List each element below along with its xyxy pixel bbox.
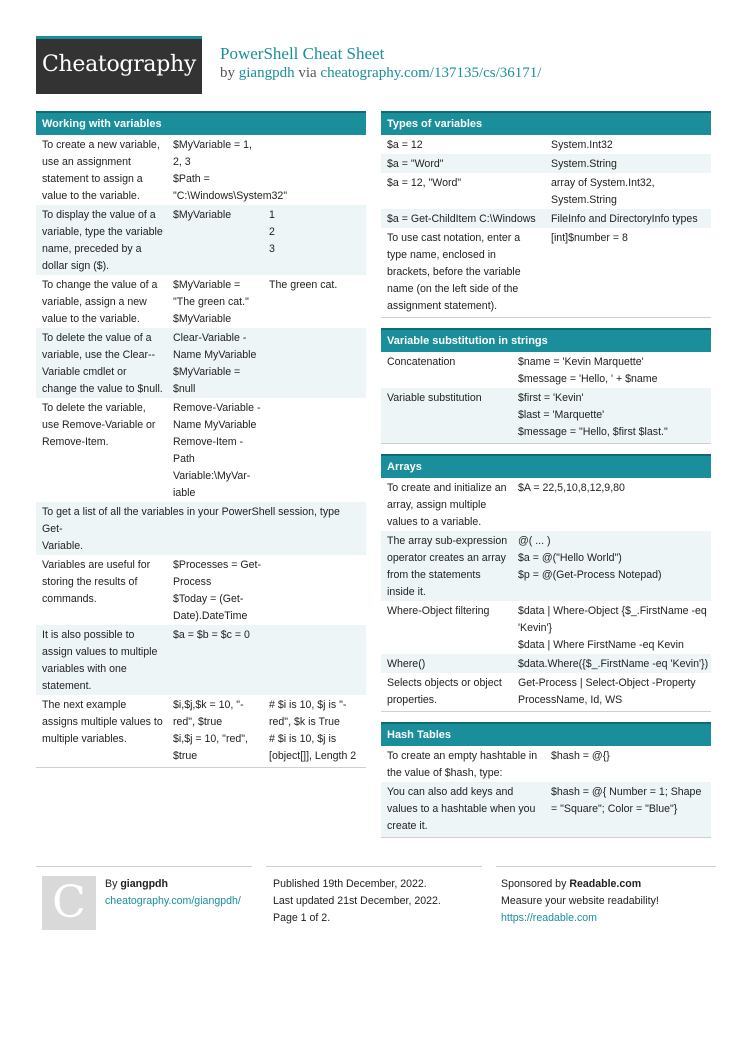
table-row	[36, 555, 366, 625]
byline-via: via	[298, 65, 317, 81]
row-description: To display the value of a variable, type the variable name, preceded by a dollar sign ($).	[42, 209, 163, 272]
table-row	[381, 531, 711, 601]
table-row	[381, 352, 711, 388]
row-code: $data.Where({$_.FirstName -eq 'Kevin'})	[518, 658, 709, 670]
row-code: System.String	[551, 158, 617, 170]
table-row	[36, 398, 366, 502]
row-result	[269, 137, 370, 205]
table-row	[381, 478, 711, 531]
author-avatar[interactable]: C	[42, 876, 96, 930]
table-row	[381, 601, 711, 654]
row-code: $name = 'Kevin Marquette' $message = 'Hello, ' + $name	[518, 356, 658, 385]
row-code: $MyVariable = 1, 2, 3 $Path = "C:\Windows\System32"	[173, 139, 288, 202]
row-description: To create an empty hashtable in the value of $hash, type:	[387, 750, 538, 779]
row-description: Where-Object filtering	[387, 605, 490, 617]
left-column	[36, 111, 366, 778]
page-header	[36, 36, 716, 94]
footer-dates	[273, 876, 441, 927]
row-description: To change the value of a variable, assign a new value to the variable.	[42, 279, 158, 325]
footer-by: By	[105, 878, 118, 890]
row-code: $A = 22,5,10,8,12,9,80	[518, 482, 625, 494]
row-code: [int]$number = 8	[551, 232, 628, 244]
table-row	[36, 205, 366, 275]
section-arrays	[381, 454, 711, 712]
row-code: Clear-Variable -Name MyVariable $MyVariable = $null	[173, 332, 257, 395]
table-row	[381, 209, 711, 228]
table-row	[381, 135, 711, 154]
section-types-of-variables	[381, 111, 711, 318]
row-description: To delete the variable, use Remove-Variable or Remove-Item.	[42, 402, 156, 448]
table-row	[381, 228, 711, 317]
table-row	[36, 328, 366, 398]
page-number: Page 1 of 2.	[273, 912, 331, 924]
row-description: Where()	[387, 658, 426, 670]
row-result	[269, 557, 370, 625]
row-code: Get-Process | Select-Object -Property ProcessName, Id, WS	[518, 677, 696, 706]
row-description: You can also add keys and values to a hashtable when you create it.	[387, 786, 536, 832]
row-description: Variables are useful for storing the results of commands.	[42, 559, 151, 605]
byline	[220, 65, 541, 82]
row-code: FileInfo and DirectoryInfo types	[551, 213, 698, 225]
table-row	[381, 173, 711, 209]
row-description: The array sub-expression operator creates an array from the statements inside it.	[387, 535, 508, 598]
published-date: Published 19th December, 2022.	[273, 878, 427, 890]
section-title: Hash Tables	[381, 722, 711, 746]
row-description: To create a new variable, use an assignment statement to assign a value to the variable.	[42, 139, 160, 202]
section-title: Types of variables	[381, 111, 711, 135]
author-link[interactable]: giangpdh	[238, 65, 295, 81]
row-code: $Processes = Get-Process $Today = (Get-Date).DateTime	[173, 559, 262, 622]
footer-divider	[496, 866, 716, 867]
updated-date: Last updated 21st December, 2022.	[273, 895, 441, 907]
section-title: Variable substitution in strings	[381, 328, 711, 352]
table-row	[36, 625, 366, 695]
right-column	[381, 111, 711, 848]
section-rows	[381, 135, 711, 317]
footer-divider	[266, 866, 482, 867]
row-description: $a = 12, "Word"	[387, 177, 462, 189]
table-row	[381, 673, 711, 711]
table-row	[381, 746, 711, 782]
row-result: The green cat.	[269, 279, 338, 291]
table-row	[381, 654, 711, 673]
row-code: $MyVariable = "The green cat." $MyVariable	[173, 279, 249, 325]
sponsor-name[interactable]: Readable.com	[569, 878, 642, 890]
row-result	[269, 330, 370, 398]
table-row	[381, 154, 711, 173]
row-description: $a = Get-ChildItem C:\Windows	[387, 213, 536, 225]
section-rows	[381, 352, 711, 443]
section-rows	[36, 135, 366, 767]
row-code: @( ... ) $a = @("Hello World") $p = @(Get-Process Notepad)	[518, 535, 662, 581]
section-title: Arrays	[381, 454, 711, 478]
row-code: $first = 'Kevin' $last = 'Marquette' $message = "Hello, $first $last."	[518, 392, 668, 438]
row-description: Selects objects or object properties.	[387, 677, 502, 706]
footer-author	[105, 876, 241, 910]
row-description: To create and initialize an array, assign multiple values to a variable.	[387, 482, 507, 528]
row-result	[269, 627, 370, 695]
table-row	[381, 782, 711, 837]
row-code: $hash = @{ Number = 1; Shape = "Square"; Color = "Blue"}	[551, 786, 702, 815]
cheatography-logo[interactable]: Cheatography	[36, 36, 202, 94]
section-variable-substitution	[381, 328, 711, 444]
table-row	[36, 275, 366, 328]
footer-author-link[interactable]: cheatography.com/giangpdh/	[105, 895, 241, 907]
page-title: PowerShell Cheat Sheet	[220, 44, 385, 63]
section-rows	[381, 478, 711, 711]
row-result: 1 2 3	[269, 209, 275, 255]
row-code: $i,$j,$k = 10, "- red", $true $i,$j = 10, "red", $true	[173, 699, 248, 762]
row-description: The next example assigns multiple values to multiple variables.	[42, 699, 163, 745]
row-code: $MyVariable	[173, 209, 232, 221]
row-code: Remove-Variable -Name MyVariable Remove-Item -Path Variable:\MyVar- iable	[173, 402, 261, 499]
byline-by: by	[220, 65, 235, 81]
row-description: Concatenation	[387, 356, 456, 368]
row-result	[269, 400, 370, 502]
section-hash-tables	[381, 722, 711, 838]
row-code: $data | Where-Object {$_.FirstName -eq 'Kevin'} $data | Where FirstName -eq Kevin	[518, 605, 707, 651]
footer-sponsor	[501, 876, 659, 927]
row-note: To get a list of all the variables in your PowerShell session, type Get- Variable.	[42, 506, 340, 552]
row-code: System.Int32	[551, 139, 613, 151]
section-title: Working with variables	[36, 111, 366, 135]
row-description: To use cast notation, enter a type name, enclosed in brackets, before the variable name (on the left side of the assignment statement).	[387, 232, 521, 312]
sponsor-tagline: Measure your website readability!	[501, 895, 659, 907]
table-row	[36, 502, 366, 555]
table-row	[381, 388, 711, 443]
sponsored-by: Sponsored by	[501, 878, 567, 890]
footer-divider	[36, 866, 252, 867]
row-result: # $i is 10, $j is "- red", $k is True # $i is 10, $j is [object[]], Length 2	[269, 699, 357, 762]
sponsor-link[interactable]: https://readable.com	[501, 912, 597, 924]
row-description: Variable substitution	[387, 392, 482, 404]
table-row	[36, 695, 366, 767]
page-footer	[36, 866, 716, 936]
table-row	[36, 135, 366, 205]
row-description: $a = "Word"	[387, 158, 444, 170]
sheet-url-link[interactable]: cheatography.com/137135/cs/36171/	[320, 65, 542, 81]
row-description: $a = 12	[387, 139, 423, 151]
row-code: $hash = @{}	[551, 750, 610, 762]
row-description: It is also possible to assign values to multiple variables with one statement.	[42, 629, 158, 692]
section-rows	[381, 746, 711, 837]
section-working-with-variables	[36, 111, 366, 768]
row-description: To delete the value of a variable, use the Clear-- Variable cmdlet or change the value to $null.	[42, 332, 163, 395]
footer-author-name[interactable]: giangpdh	[120, 878, 168, 890]
row-code: array of System.Int32, System.String	[551, 177, 655, 206]
row-code: $a = $b = $c = 0	[173, 629, 250, 641]
